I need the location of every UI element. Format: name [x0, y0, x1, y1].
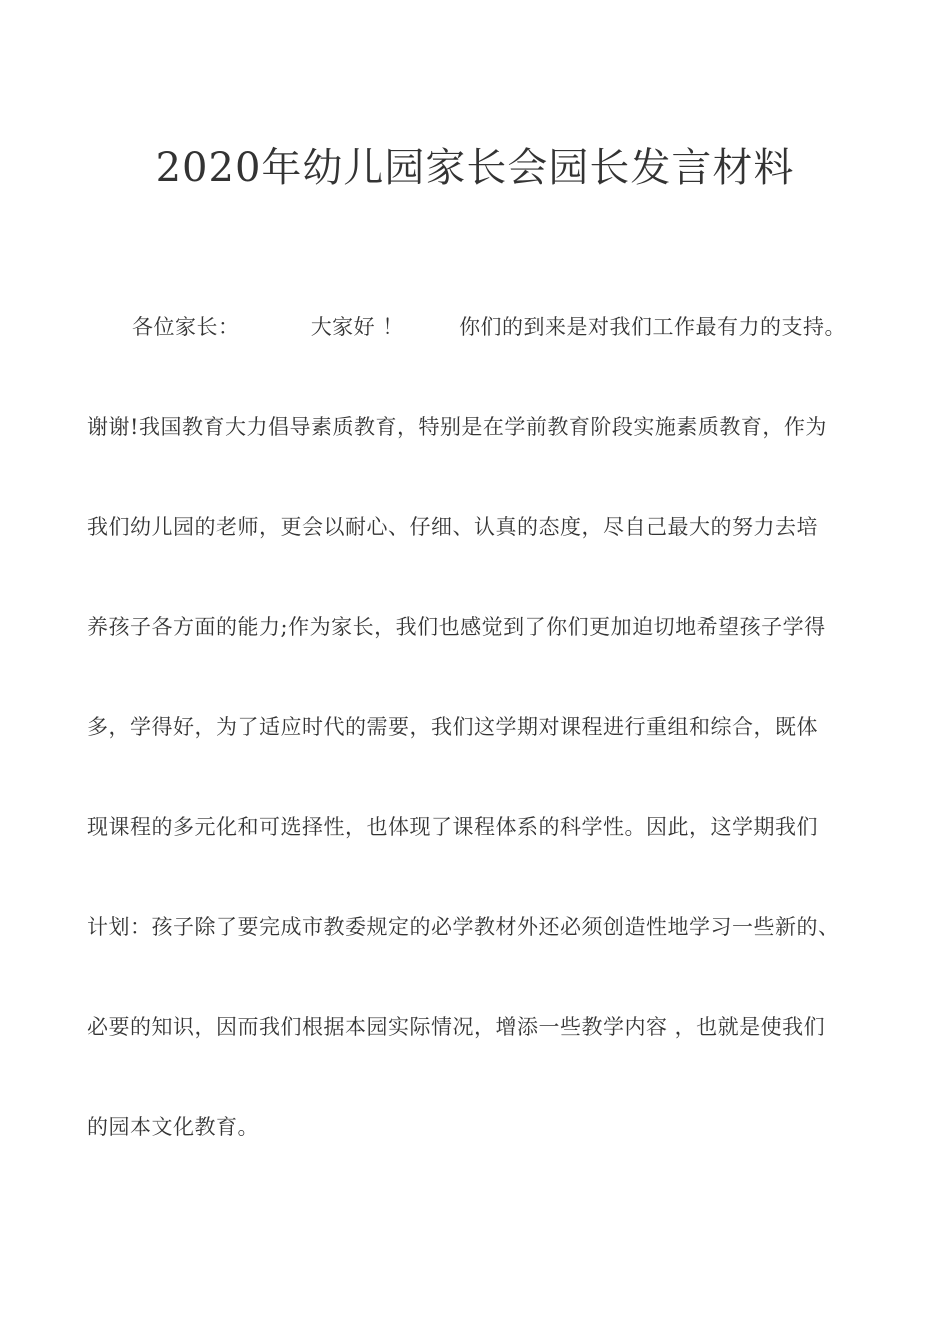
thanks-text: 你们的到来是对我们工作最有力的支持。 [459, 315, 847, 339]
paragraph-line: 必要的知识，因而我们根据本园实际情况，增添一些教学内容 ，也就是使我们 [87, 1015, 826, 1039]
paragraph-first-line [87, 312, 867, 342]
document-title: 2020年幼儿园家长会园长发言材料 [155, 145, 795, 191]
paragraph-line: 谢谢!我国教育大力倡导素质教育，特别是在学前教育阶段实施素质教育，作为 [87, 415, 827, 439]
paragraph-line: 多，学得好，为了适应时代的需要，我们这学期对课程进行重组和综合，既体 [87, 715, 818, 739]
paragraph-line: 养孩子各方面的能力;作为家长，我们也感觉到了你们更加迫切地希望孩子学得 [87, 615, 826, 639]
paragraph-line: 我们幼儿园的老师，更会以耐心、仔细、认真的态度，尽自己最大的努力去培 [87, 515, 818, 539]
paragraph-line: 的园本文化教育。 [87, 1115, 259, 1139]
greeting-text: 大家好 ！ [310, 315, 404, 339]
paragraph-line: 计划：孩子除了要完成市教委规定的必学教材外还必须创造性地学习一些新的、 [87, 915, 840, 939]
salutation-text: 各位家长： [132, 315, 240, 339]
paragraph-line: 现课程的多元化和可选择性，也体现了课程体系的科学性。因此，这学期我们 [87, 815, 818, 839]
